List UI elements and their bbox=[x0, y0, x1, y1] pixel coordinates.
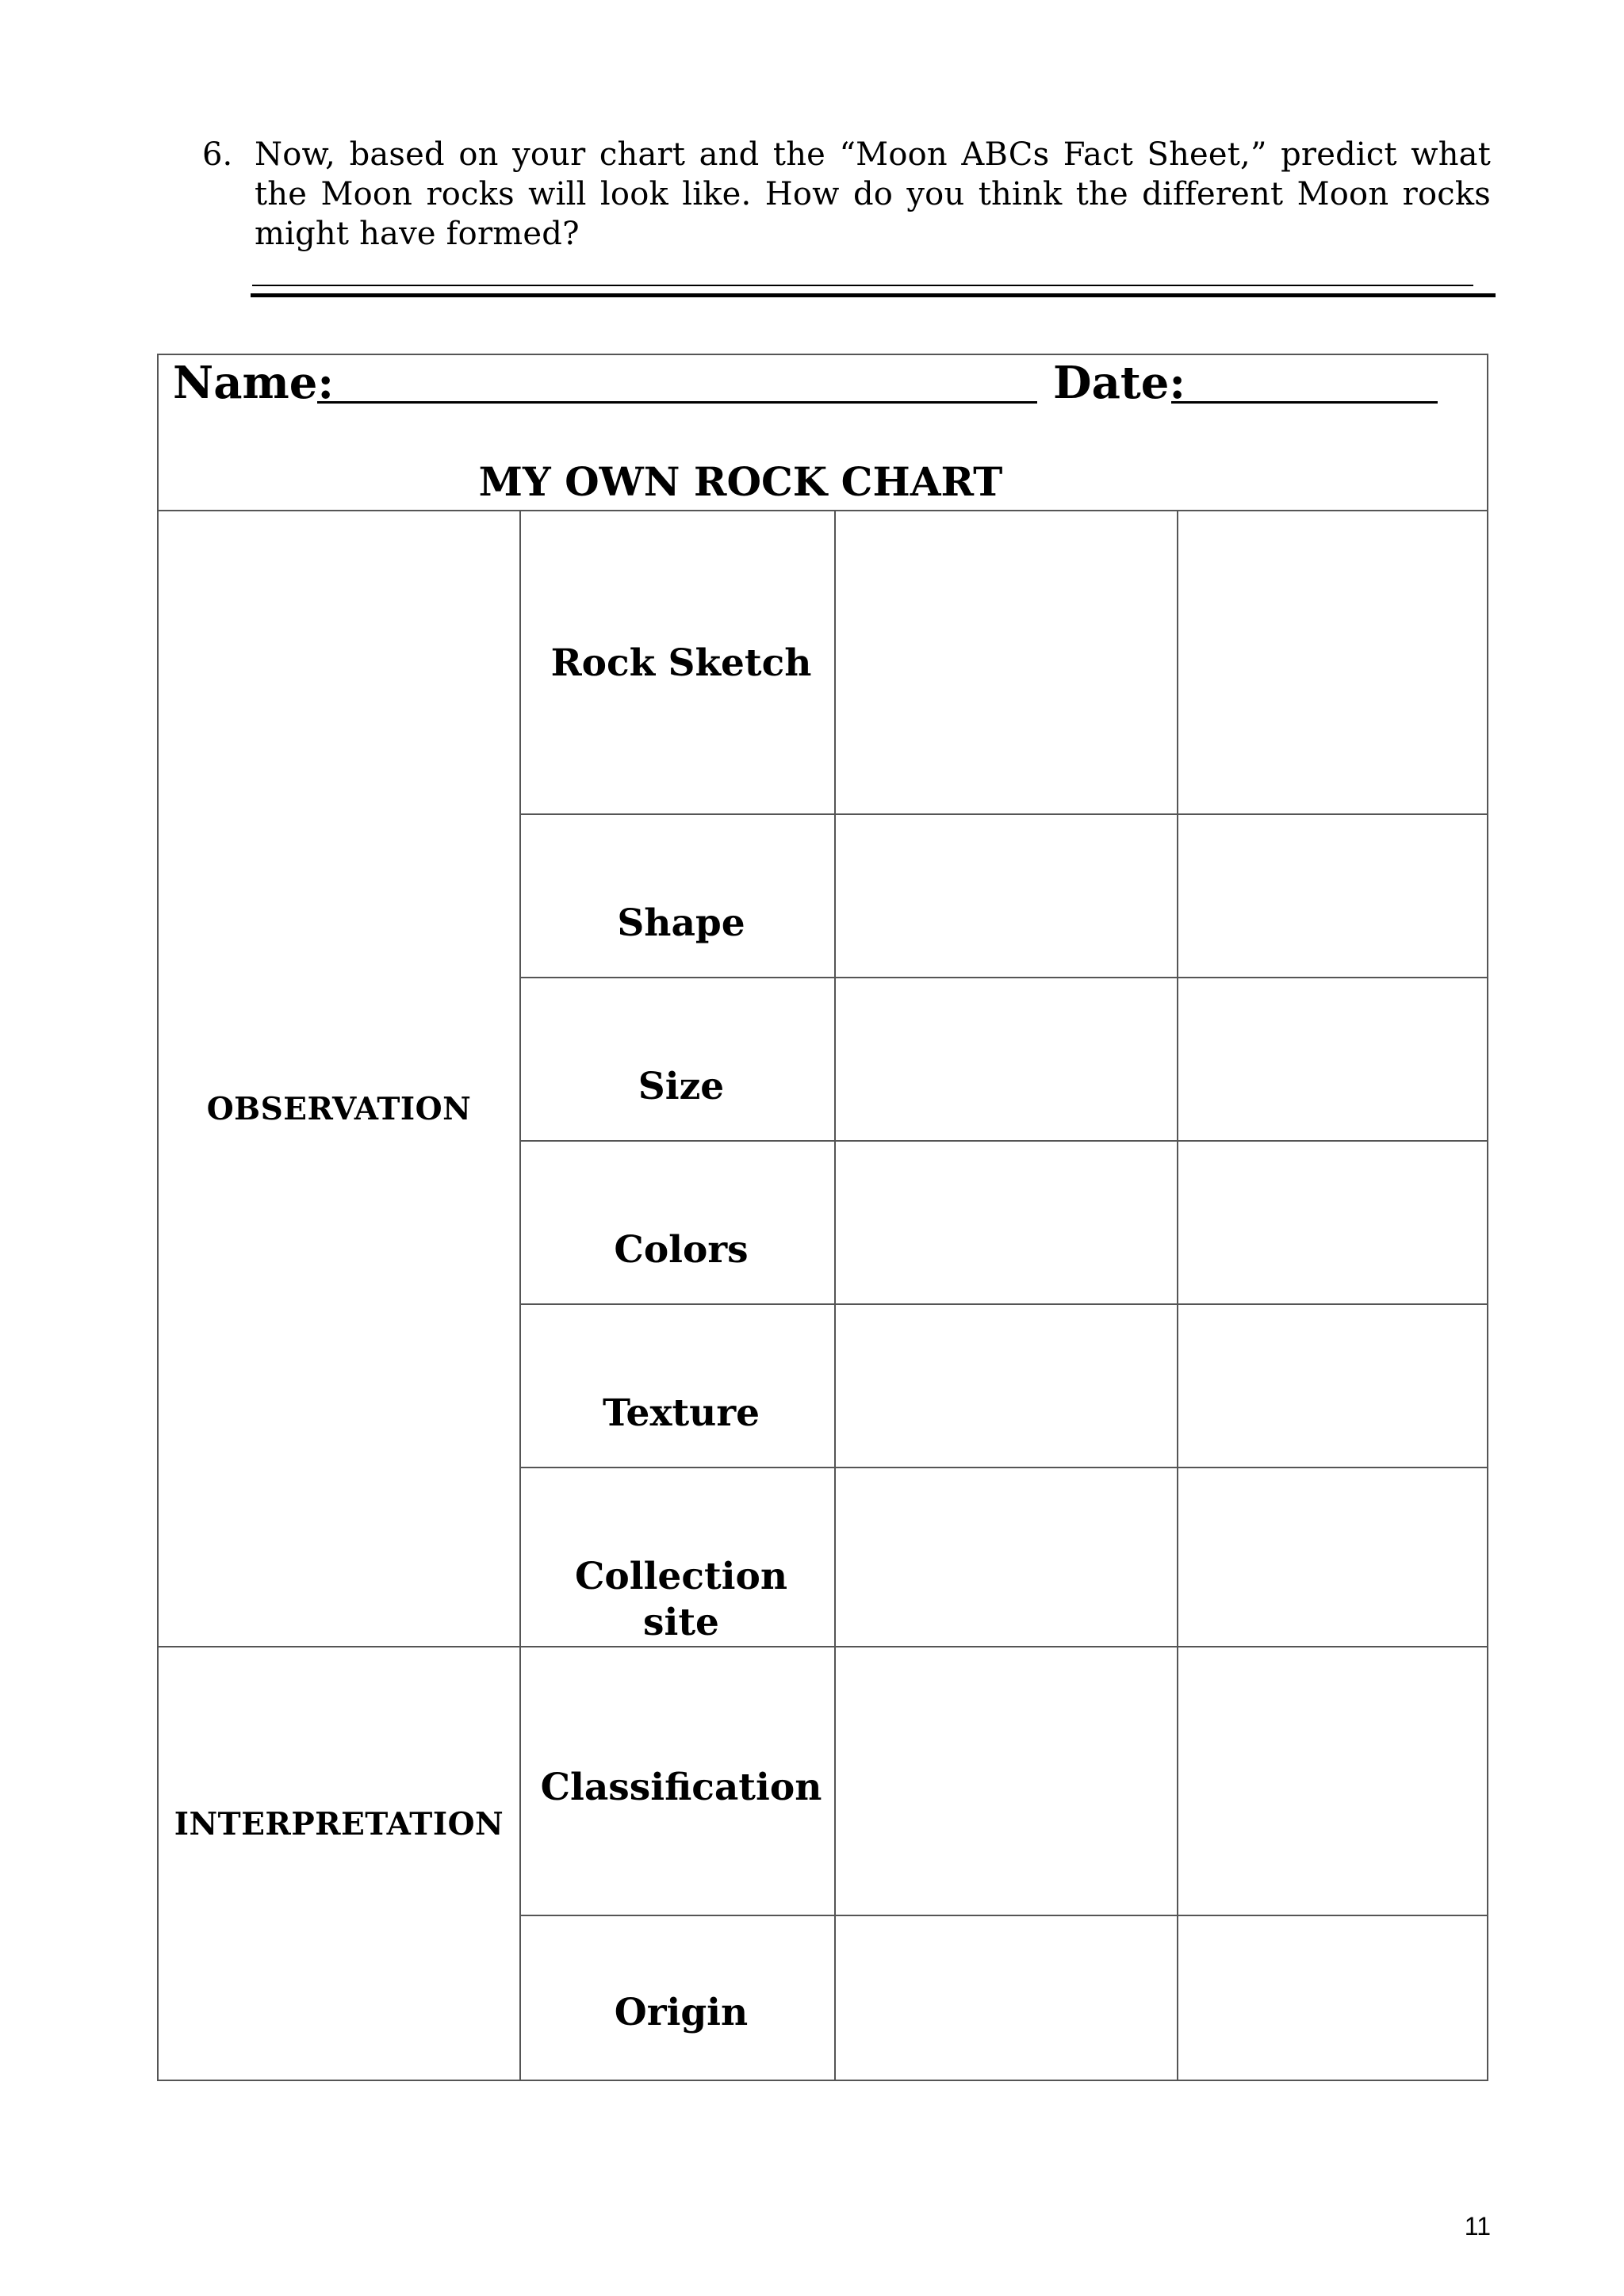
rock-chart-table bbox=[157, 354, 1488, 2081]
row-label-classification: Classification bbox=[540, 1766, 822, 1809]
cell-origin-1[interactable] bbox=[836, 1916, 1177, 2080]
collection-site-line-1: Collection bbox=[574, 1555, 788, 1598]
row-label-rock-sketch: Rock Sketch bbox=[550, 641, 812, 685]
cell-collection-site-1[interactable] bbox=[836, 1468, 1177, 1646]
cell-size-2[interactable] bbox=[1178, 978, 1488, 1140]
interpretation-label: INTERPRETATION bbox=[174, 1806, 504, 1843]
cell-origin-2[interactable] bbox=[1178, 1916, 1488, 2080]
cell-rock-sketch-1[interactable] bbox=[836, 510, 1177, 813]
row-label-origin: Origin bbox=[614, 1991, 749, 2034]
cell-shape-2[interactable] bbox=[1178, 815, 1488, 977]
row-label-texture: Texture bbox=[602, 1391, 760, 1435]
row-label-collection-site bbox=[523, 1554, 839, 1646]
cell-classification-1[interactable] bbox=[836, 1647, 1177, 1915]
cell-collection-site-2[interactable] bbox=[1178, 1468, 1488, 1646]
collection-site-line-2: site bbox=[643, 1601, 719, 1644]
name-field[interactable] bbox=[317, 401, 1037, 404]
cell-texture-1[interactable] bbox=[836, 1305, 1177, 1467]
chart-header bbox=[159, 355, 1487, 511]
cell-colors-2[interactable] bbox=[1178, 1142, 1488, 1303]
date-label: Date: bbox=[1053, 357, 1186, 409]
chart-title: MY OWN ROCK CHART bbox=[478, 458, 1003, 505]
question-text: Now, based on your chart and the “Moon ABCs Fact Sheet,” predict what the Moon rocks will look like. How do you think the different Moon rocks might have formed? bbox=[255, 136, 1491, 252]
answer-line-underscore bbox=[251, 293, 1496, 297]
cell-shape-1[interactable] bbox=[836, 815, 1177, 977]
row-label-colors: Colors bbox=[614, 1228, 749, 1272]
cell-texture-2[interactable] bbox=[1178, 1305, 1488, 1467]
row-label-shape: Shape bbox=[617, 901, 745, 945]
cell-size-1[interactable] bbox=[836, 978, 1177, 1140]
row-label-size: Size bbox=[638, 1065, 725, 1108]
cell-rock-sketch-2[interactable] bbox=[1178, 510, 1488, 813]
name-label: Name: bbox=[173, 357, 335, 409]
date-field[interactable] bbox=[1171, 401, 1438, 404]
answer-line[interactable] bbox=[252, 285, 1473, 286]
cell-classification-2[interactable] bbox=[1178, 1647, 1488, 1915]
cell-colors-1[interactable] bbox=[836, 1142, 1177, 1303]
observation-label: OBSERVATION bbox=[206, 1091, 472, 1127]
column-divider bbox=[519, 510, 521, 2081]
page-number: 11 bbox=[1464, 2212, 1491, 2241]
question-number: 6. bbox=[202, 136, 233, 173]
question-6 bbox=[202, 135, 1491, 254]
